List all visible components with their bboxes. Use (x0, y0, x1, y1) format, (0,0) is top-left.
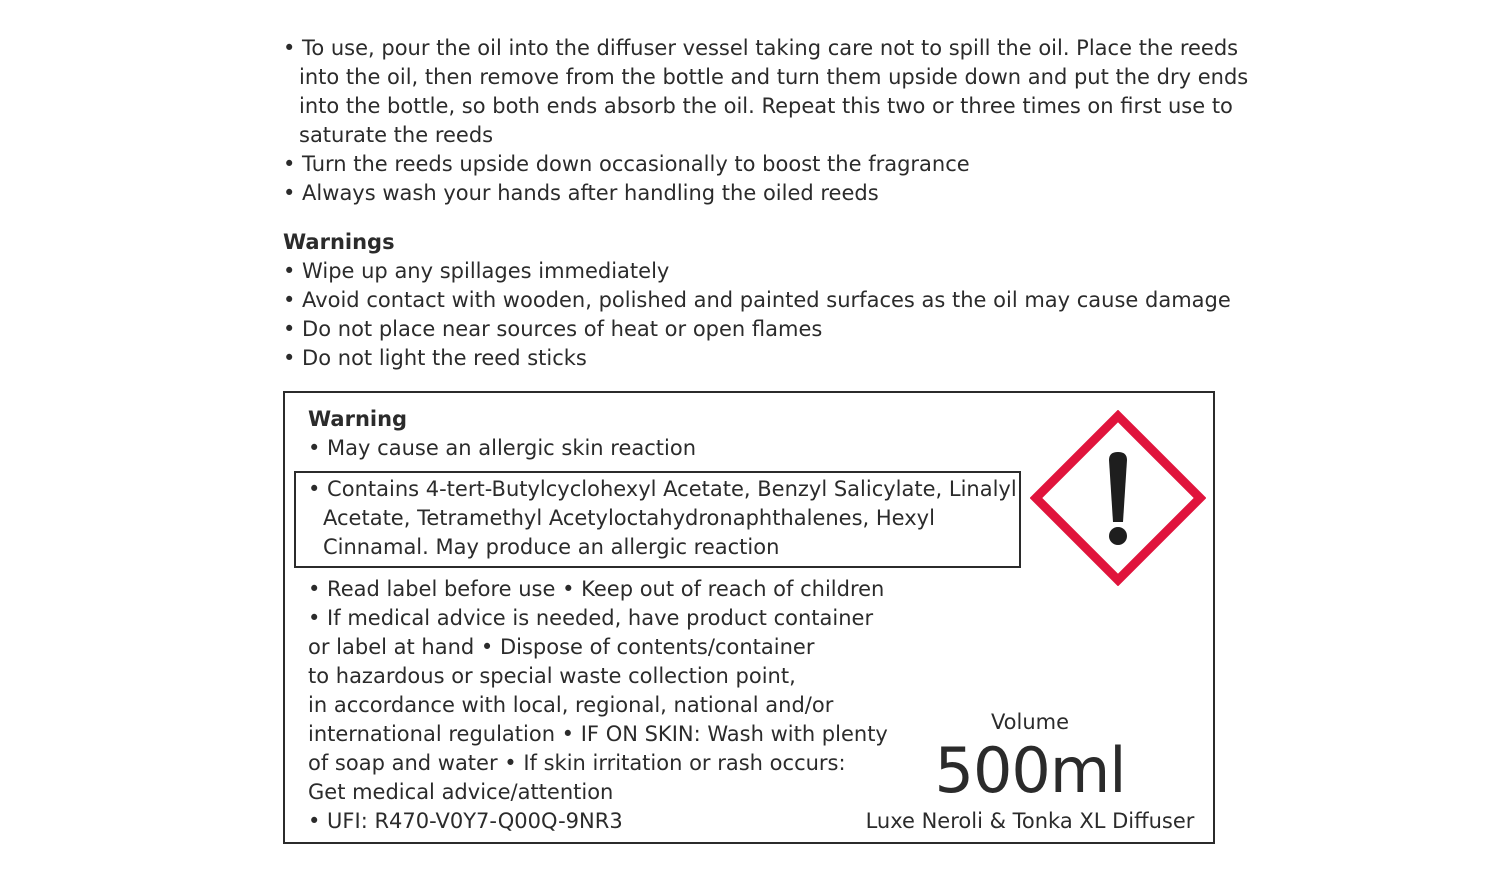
precaution-line: in accordance with local, regional, national and/or (308, 693, 834, 717)
exclamation-mark-hazard-icon (1030, 410, 1206, 586)
warning-item: • Avoid contact with wooden, polished and painted surfaces as the oil may cause damage (283, 288, 1231, 312)
warning-item: • Do not light the reed sticks (283, 346, 587, 370)
usage-line: • To use, pour the oil into the diffuser vessel taking care not to spill the oil. Place the reeds (283, 36, 1239, 60)
allergen-line: Acetate, Tetramethyl Acetyloctahydronaphthalenes, Hexyl (323, 506, 935, 530)
precaution-line: or label at hand • Dispose of contents/container (308, 635, 815, 659)
volume-value: 500ml (934, 734, 1126, 807)
volume-label: Volume (990, 710, 1070, 734)
usage-line: into the oil, then remove from the bottle and turn them upside down and put the dry ends (299, 65, 1249, 89)
usage-line: into the bottle, so both ends absorb the oil. Repeat this two or three times on first use to (299, 94, 1233, 118)
precaution-line: international regulation • IF ON SKIN: Wash with plenty (308, 722, 888, 746)
ufi-code: • UFI: R470-V0Y7-Q00Q-9NR3 (308, 809, 623, 833)
allergen-line: Cinnamal. May produce an allergic reaction (323, 535, 780, 559)
precaution-line: to hazardous or special waste collection point, (308, 664, 796, 688)
usage-line: • Always wash your hands after handling the oiled reeds (283, 181, 879, 205)
warnings-heading: Warnings (283, 230, 395, 254)
precaution-line: of soap and water • If skin irritation or rash occurs: (308, 751, 846, 775)
hazard-statement: • May cause an allergic skin reaction (308, 436, 697, 460)
precaution-line: Get medical advice/attention (308, 780, 614, 804)
product-name: Luxe Neroli & Tonka XL Diffuser (865, 809, 1195, 833)
usage-line: saturate the reeds (299, 123, 494, 147)
hazard-signal-word: Warning (308, 407, 408, 431)
warning-item: • Wipe up any spillages immediately (283, 259, 670, 283)
precaution-line: • Read label before use • Keep out of reach of children (308, 577, 885, 601)
precaution-line: • If medical advice is needed, have product container (308, 606, 874, 630)
allergen-line: • Contains 4-tert-Butylcyclohexyl Acetate, Benzyl Salicylate, Linalyl (308, 477, 1017, 501)
usage-line: • Turn the reeds upside down occasionally to boost the fragrance (283, 152, 970, 176)
warning-item: • Do not place near sources of heat or open flames (283, 317, 823, 341)
